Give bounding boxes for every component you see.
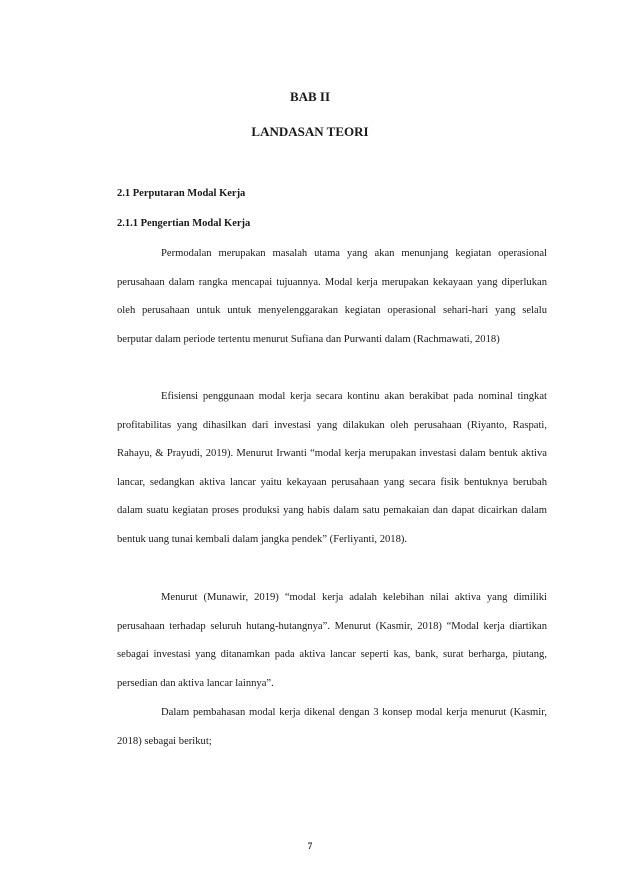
chapter-title: LANDASAN TEORI	[251, 124, 369, 139]
chapter-label: BAB II	[289, 89, 331, 104]
paragraph-3: Menurut (Munawir, 2019) “modal kerja adalah kelebihan nilai aktiva yang dimiliki perusahaan terhadap seluruh hutang-hutangnya”. Menurut (Kasmir, 2018) “Modal kerja diartikan sebagai investasi yang ditanamkan pada aktiva lancar seperti kas, bank, surat berharga, piutang, persedian dan aktiva lancar lainnya”.	[117, 592, 547, 689]
section-heading: 2.1 Perputaran Modal Kerja	[117, 188, 246, 199]
paragraph-4: Dalam pembahasan modal kerja dikenal dengan 3 konsep modal kerja menurut (Kasmir, 2018) sebagai berikut;	[117, 707, 547, 747]
paragraph-1: Permodalan merupakan masalah utama yang akan menunjang kegiatan operasional perusahaan dalam rangka mencapai tujuannya. Modal kerja merupakan kekayaan yang diperlukan oleh perusahaan untuk untuk menyelenggarakan kegiatan operasional sehari-hari yang selalu berputar dalam periode tertentu menurut Sufiana dan Purwanti dalam (Rachmawati, 2018)	[117, 248, 547, 345]
page-number: 7	[307, 841, 313, 851]
subsection-heading: 2.1.1 Pengertian Modal Kerja	[117, 218, 251, 229]
paragraph-2: Efisiensi penggunaan modal kerja secara kontinu akan berakibat pada nominal tingkat profitabilitas yang dihasilkan dari investasi yang dilakukan oleh perusahaan (Riyanto, Raspati, Rahayu, & Prayudi, 2019). Menurut Irwanti “modal kerja merupakan investasi dalam bentuk aktiva lancar, sedangkan aktiva lancar yaitu kekayaan perusahaan yang secara fisik bentuknya berubah dalam suatu kegiatan proses produksi yang habis dalam satu pemakaian dan dapat dicairkan dalam bentuk uang tunai kembali dalam jangka pendek” (Ferliyanti, 2018).	[117, 391, 547, 545]
